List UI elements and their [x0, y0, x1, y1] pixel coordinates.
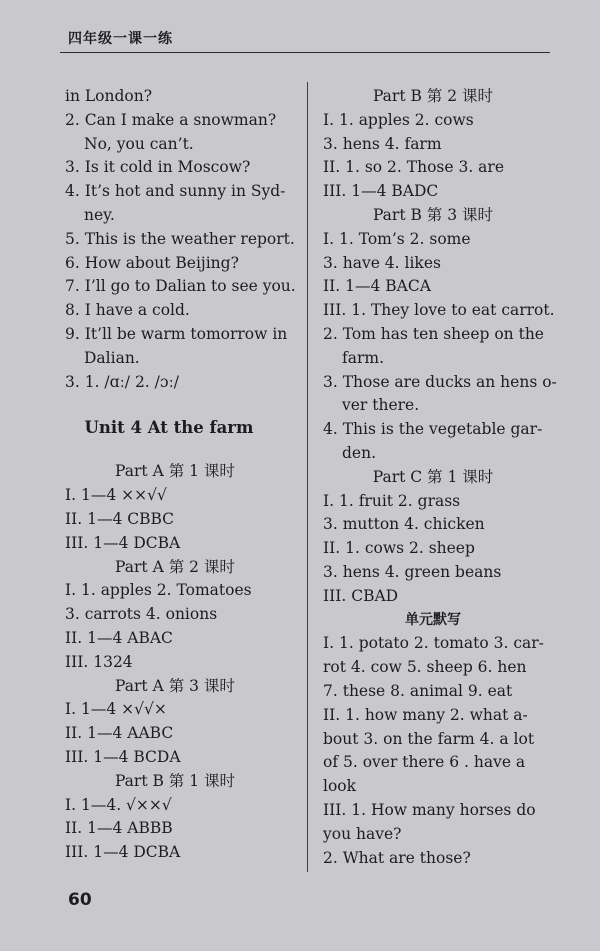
answer-line: II. 1. so 2. Those 3. are — [323, 158, 504, 177]
answer-line: Dalian. — [84, 348, 140, 367]
answer-line: III. 1. They love to eat carrot. — [323, 301, 555, 320]
answer-line: 3. 1. /ɑː/ 2. /ɔː/ — [65, 372, 180, 391]
answer-line: 5. This is the weather report. — [65, 229, 295, 248]
answer-line: I. 1. potato 2. tomato 3. car- — [323, 634, 544, 653]
answer-line: II. 1—4 BACA — [323, 277, 431, 296]
answer-line: III. 1. How many horses do — [323, 800, 536, 819]
section-heading: Part B 第 2 课时 — [372, 87, 494, 105]
section-heading: Part B 第 3 课时 — [372, 205, 494, 224]
answer-line: 7. I’ll go to Dalian to see you. — [65, 277, 296, 296]
answer-line: III. CBAD — [323, 586, 399, 605]
answer-line: I. 1—4. √××√ — [65, 795, 172, 814]
answer-line: 7. these 8. animal 9. eat — [323, 681, 513, 700]
answer-line: ney. — [84, 205, 115, 224]
answer-line: 6. How about Beijing? — [65, 253, 239, 272]
header-rule — [60, 52, 550, 53]
answer-line: II. 1—4 AABC — [65, 724, 174, 743]
answer-line: rot 4. cow 5. sheep 6. hen — [323, 658, 527, 677]
answer-line: III. 1—4 BCDA — [65, 747, 181, 766]
answer-line: I. 1. Tom’s 2. some — [323, 229, 471, 248]
answer-line: 8. I have a cold. — [65, 301, 190, 320]
answer-line: 9. It’ll be warm tomorrow in — [65, 324, 288, 343]
unit-title: Unit 4 At the farm — [84, 418, 254, 438]
answer-line: 3. mutton 4. chicken — [323, 515, 485, 534]
answer-line: 3. hens 4. green beans — [323, 562, 502, 581]
section-heading-dictation: 单元默写 — [405, 611, 461, 628]
answer-line: III. 1324 — [65, 652, 133, 671]
answer-line: 3. carrots 4. onions — [65, 605, 218, 624]
answer-line: II. 1. cows 2. sheep — [323, 539, 475, 558]
section-heading: Part A 第 2 课时 — [115, 557, 235, 576]
answer-line: I. 1—4 ××√√ — [65, 486, 167, 505]
left-column — [65, 85, 295, 865]
answer-line: I. 1—4 ×√√× — [65, 700, 167, 719]
section-heading: Part C 第 1 课时 — [372, 467, 494, 486]
page-header-title: 四年级一课一练 — [68, 31, 173, 47]
answer-line: 3. Is it cold in Moscow? — [65, 158, 251, 177]
answer-line: look — [323, 777, 357, 796]
answer-line: of 5. over there 6 . have a — [323, 753, 526, 772]
answer-line: 3. hens 4. farm — [323, 134, 442, 153]
right-column — [323, 85, 557, 870]
section-heading: Part A 第 3 课时 — [115, 676, 235, 695]
answer-line: No, you can’t. — [84, 134, 194, 153]
answer-line: III. 1—4 BADC — [323, 182, 439, 201]
answer-line: bout 3. on the farm 4. a lot — [323, 729, 535, 748]
answer-line: 2. Tom has ten sheep on the — [323, 324, 544, 343]
answer-line: I. 1. fruit 2. grass — [323, 491, 461, 510]
answer-line: III. 1—4 DCBA — [65, 843, 181, 862]
answer-line: farm. — [342, 348, 385, 367]
answer-line: 2. What are those? — [323, 848, 471, 867]
answer-line: ver there. — [342, 396, 420, 415]
answer-line: 3. have 4. likes — [323, 253, 441, 272]
section-heading: Part A 第 1 课时 — [115, 462, 235, 481]
answer-line: III. 1—4 DCBA — [65, 533, 181, 552]
answer-line: I. 1. apples 2. cows — [323, 110, 474, 129]
answer-line: II. 1. how many 2. what a- — [323, 705, 528, 724]
answer-line: in London? — [65, 87, 153, 105]
answer-line: II. 1—4 ABBB — [65, 819, 173, 838]
answer-line: II. 1—4 CBBC — [65, 509, 175, 528]
answer-line: 4. It’s hot and sunny in Syd- — [65, 182, 286, 201]
answer-line: you have? — [323, 824, 402, 843]
answer-line: den. — [342, 443, 377, 462]
answer-line: I. 1. apples 2. Tomatoes — [65, 581, 252, 600]
answer-line: 3. Those are ducks an hens o- — [323, 372, 557, 391]
section-heading: Part B 第 1 课时 — [114, 771, 236, 790]
page-number: 60 — [68, 890, 92, 910]
answer-line: 4. This is the vegetable gar- — [323, 420, 543, 439]
answer-line: 2. Can I make a snowman? — [65, 110, 277, 129]
column-divider — [307, 82, 308, 872]
answer-line: II. 1—4 ABAC — [65, 628, 173, 647]
